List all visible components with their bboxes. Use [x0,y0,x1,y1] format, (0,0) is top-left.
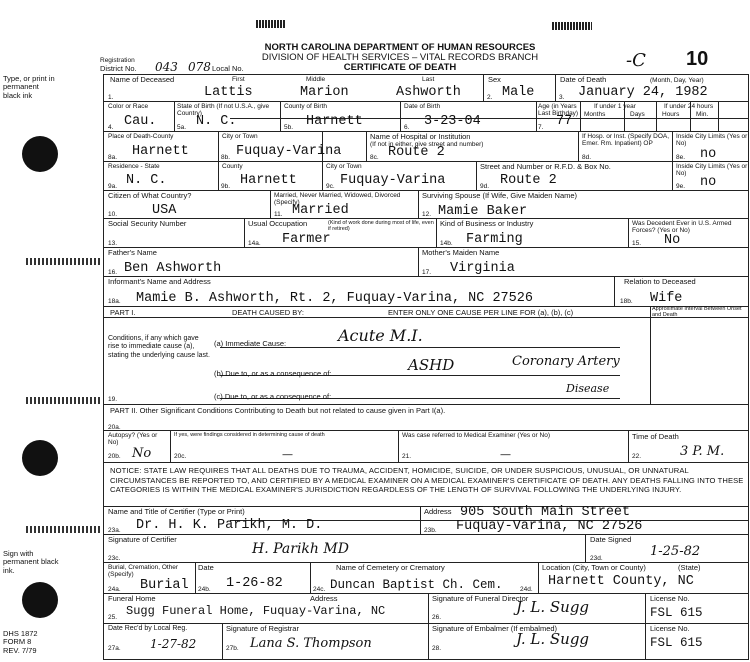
inside-city-death-label: Inside City Limits (Yes or No) [676,133,748,148]
field-num-17: 17. [422,269,432,276]
registrar-label: Signature of Registrar [226,624,299,633]
informant-value: Mamie B. Ashworth, Rt. 2, Fuquay-Varina, NC 27526 [136,291,533,306]
burial-date-label: Date [198,563,214,572]
business-label: Kind of Business or Industry [440,219,534,228]
burial-type-label: Burial, Cremation, Other (Specify) [108,564,179,579]
occupation-label: Usual Occupation [248,219,308,228]
findings-label: If yes, were findings considered in determining cause of death [174,432,325,438]
field-num-8a: 8a. [108,154,118,161]
sex-value: Male [502,85,535,100]
residence-state-label: Residence - State [108,163,160,170]
certifier-signature: H. Parikh MD [252,541,349,557]
hours-label: Hours [662,111,680,118]
name-label: Name of Deceased [110,75,175,84]
age-label: Age (in Years Last Birthday) [538,103,579,118]
field-num-7: 7. [538,124,544,131]
funeral-addr-label: Address [310,594,338,603]
months-label: Months [584,111,606,118]
burial-date-num: 24b. [198,586,211,593]
father-label: Father's Name [108,248,157,257]
middle-name-value: Marion [300,85,349,100]
middle-label: Middle [306,76,326,83]
certifier-addr-num: 23b. [424,527,437,534]
burial-state-label: (State) [678,563,701,572]
under-24-label: If under 24 hours [664,103,714,110]
field-num-2: 2. [487,94,493,101]
agency-title: NORTH CAROLINA DEPARTMENT OF HUMAN RESOURCES [264,42,536,53]
death-date-label: Date of Death [560,75,607,84]
field-num-8d: 8d. [582,154,592,161]
field-num-8c: 8c. [370,154,379,161]
residence-state-value: N. C. [126,173,167,188]
field-num-18b: 18b. [620,298,633,305]
inside-city-res-value: no [700,175,717,190]
armed-forces-value: No [664,233,681,248]
days-label: Days [630,111,645,118]
cause-b-label: (b) Due to, or as a consequence of: [214,369,332,378]
spouse-value: Mamie Baker [438,204,528,219]
hospital-sub: (If not in either, give street and number) [370,141,484,148]
cause-b-value3: Disease [566,382,610,395]
certifier-date-label: Date Signed [590,535,632,544]
cause-a-label: (a) Immediate Cause: [214,339,287,348]
field-num-5b: 5b. [284,124,294,131]
ssn-label: Social Security Number [108,219,187,228]
autopsy-label: Autopsy? (Yes or No) [108,432,158,447]
rec-date-label: Date Rec'd by Local Reg. [108,625,188,632]
birth-state-label: State of Birth (If not U.S.A., give Country) [177,103,270,118]
certifier-name-label: Name and Title of Certifier (Type or Print) [108,507,245,516]
residence-city-value: Fuquay-Varina [340,173,446,188]
part1-label: PART I. [110,308,136,317]
hosp-status-label: If Hosp. or Inst. (Specify DOA, Emer. Rm. Inpatient) OP [582,133,670,148]
certifier-date-value: 1-25-82 [650,544,701,559]
field-num-1: 1. [108,94,114,101]
cause-b-value1: ASHD [408,356,455,374]
enter-one-label: ENTER ONLY ONE CAUSE PER LINE FOR (a), (b), (c) [388,308,574,317]
license-value-1: FSL 615 [650,606,703,620]
me-label: Was case referred to Medical Examiner (Yes or No) [402,432,550,439]
caused-by-label: DEATH CAUSED BY: [232,308,304,317]
mother-value: Virginia [450,261,515,276]
residence-county-label: County [222,163,243,170]
field-num-9c: 9c. [326,183,335,190]
cemetery-num: 24c. [313,586,326,593]
field-num-6: 6. [404,124,410,131]
cause-a-value: Acute M.I. [338,326,423,345]
certifier-sig-num: 23c. [108,555,121,562]
license-value-2: FSL 615 [650,636,703,650]
birth-date-label: Date of Birth [404,103,441,110]
hospital-value: Route 2 [388,145,445,160]
field-num-12: 12. [422,211,432,218]
field-num-8e: 8e. [676,154,686,161]
first-label: First [232,76,245,83]
punch-hole-middle [22,440,58,476]
ink-instructions: Type, or print in permanent black ink [3,74,55,100]
findings-value: — [282,448,293,461]
burial-type-value: Burial [140,578,189,593]
rec-date-num: 27a. [108,645,121,652]
field-num-9a: 9a. [108,183,118,190]
certifier-addr-line1: 905 South Main Street [460,505,631,520]
race-label: Color or Race [108,103,149,110]
num-19: 19. [108,396,118,403]
relation-value: Wife [650,291,683,306]
certifier-name-num: 23a. [108,527,121,534]
death-county-label: Place of Death-County [108,133,174,140]
burial-date-value: 1-26-82 [226,576,283,591]
autopsy-value: No [132,446,152,461]
cause-b-value2: Coronary Artery [512,354,620,369]
certificate-number: 10 [686,48,709,70]
armed-forces-label: Was Decedent Ever in U.S. Armed Forces? (Yes or No) [632,220,732,235]
punch-hole-top [22,136,58,172]
residence-street-value: Route 2 [500,173,557,188]
field-num-11: 11. [274,211,283,218]
age-value: 77 [556,114,573,129]
burial-location-num: 24d. [520,586,533,593]
funeral-home-value: Sugg Funeral Home, Fuquay-Varina, NC [126,604,386,618]
autopsy-num: 20b. [108,453,121,460]
funeral-home-label: Funeral Home [108,594,156,603]
informant-label: Informant's Name and Address [108,277,211,286]
birth-county-value: Harnett [306,114,363,129]
embalmer-num: 28. [432,645,442,652]
field-num-5a: 5a. [177,124,187,131]
certifier-date-num: 23d. [590,555,603,562]
me-num: 21. [402,453,412,460]
field-num-9d: 9d. [480,183,490,190]
margin-tab-3 [26,526,100,533]
num-20a: 20a. [108,424,121,431]
local-value: 078 [188,60,211,74]
time-label: Time of Death [632,432,679,441]
mother-label: Mother's Maiden Name [422,248,500,257]
director-label: Signature of Funeral Director [432,594,529,603]
embalmer-signature: J. L. Sugg [516,630,590,648]
birth-county-label: County of Birth [284,103,327,110]
birth-date-value: 3-23-04 [424,114,481,129]
form-id: DHS 1872 FORM 8 REV. 7/79 [3,629,38,655]
field-num-13: 13. [108,240,118,247]
registration-label: Registration [100,57,135,64]
under-1-label: If under 1 year [594,103,636,110]
certifier-name-value: Dr. H. K. Parikh, M. D. [136,518,323,533]
field-num-3: 3. [559,94,565,101]
field-num-4: 4. [108,124,114,131]
field-num-14a: 14a. [248,240,261,247]
rec-date-value: 1-27-82 [150,637,197,651]
marital-value: Married [292,203,349,218]
findings-num: 20c. [174,453,187,460]
sex-label: Sex [488,75,501,84]
citizen-value: USA [152,203,177,218]
last-label: Last [422,76,435,83]
death-date-sub: (Month, Day, Year) [650,77,704,84]
field-num-14b: 14b. [440,240,453,247]
occupation-sub: (Kind of work done during most of life, even if retired) [328,220,434,233]
local-label: Local No. [212,64,244,73]
me-value: — [500,448,511,461]
cert-mark: -C [626,50,646,71]
license-label-2: License No. [650,624,690,633]
last-name-value: Ashworth [396,85,461,100]
director-signature: J. L. Sugg [516,598,590,616]
cause-c-label: (c) Due to, or as a consequence of: [214,392,332,401]
field-num-16: 16. [108,269,118,276]
director-num: 26. [432,614,442,621]
time-value: 3 P. M. [680,444,725,459]
field-num-10: 10. [108,211,118,218]
relation-label: Relation to Deceased [624,277,696,286]
top-scan-fragment [256,20,286,28]
part2-label: PART II. Other Significant Conditions Contributing to Death but not related to cause given in Part I(a). [110,406,446,415]
margin-tab-2 [26,397,100,404]
burial-type-num: 24a. [108,586,121,593]
field-num-15: 15. [632,240,642,247]
burial-location-value: Harnett County, NC [548,574,694,589]
division-title: DIVISION OF HEALTH SERVICES – VITAL RECORDS BRANCH [261,52,539,63]
field-num-9e: 9e. [676,183,686,190]
cemetery-label: Name of Cemetery or Crematory [336,563,445,572]
district-value: 043 [155,60,178,74]
death-county-value: Harnett [132,144,189,159]
certifier-addr-label: Address [424,507,452,516]
business-value: Farming [466,232,523,247]
min-label: Min. [696,111,709,118]
residence-city-label: City or Town [326,163,362,170]
registrar-num: 27b. [226,645,239,652]
field-num-18a: 18a. [108,298,121,305]
license-label-1: License No. [650,594,690,603]
marital-label: Married, Never Married, Widowed, Divorced (Specify) [274,192,401,207]
time-num: 22. [632,453,642,460]
death-city-label: City or Town [222,133,258,140]
occupation-value: Farmer [282,232,331,247]
embalmer-label: Signature of Embalmer (If embalmed) [432,624,558,633]
punch-hole-bottom [22,582,58,618]
certificate-title: CERTIFICATE OF DEATH [343,62,457,73]
death-city-value: Fuquay-Varina [236,144,342,159]
notice-text: NOTICE: STATE LAW REQUIRES THAT ALL DEATHS DUE TO TRAUMA, ACCIDENT, HOMICIDE, SUICIDE, OR UNDER SUSPICIOUS, UNUSUAL, OR UNNATURAL CIRCUMSTANCES BE REPORTED TO, AND CERTIFIED BY A MEDICAL EXAMINER ON A MEDICAL EXAMINER'S CERTIFICATE OF DEATH. ANY DEATHS FALLING INTO THESE CATEGORIES IS WITHIN THE MEDICAL EXAMINER'S JURISDICTION REGARDLESS OF THE LENGTH OF SURVIVAL FOLLOWING THE UNDERLYING INJURY. [110,466,744,494]
race-value: Cau. [124,114,157,129]
field-num-9b: 9b. [221,183,231,190]
birth-state-value: N. C. [196,114,237,129]
inside-city-death-value: no [700,147,717,162]
top-scan-fragment-right [552,22,592,30]
district-label: District No. [100,64,137,73]
hospital-label: Name of Hospital or Institution [370,132,471,141]
spouse-label: Surviving Spouse (If Wife, Give Maiden Name) [422,191,578,200]
cemetery-value: Duncan Baptist Ch. Cem. [330,578,503,592]
funeral-home-num: 25. [108,614,118,621]
inside-city-res-label: Inside City Limits (Yes or No) [676,163,748,178]
registrar-signature: Lana S. Thompson [250,636,372,651]
burial-location-label: Location (City, Town or County) [542,563,646,572]
interval-label: Approximate Interval Between Onset and Death [652,306,742,319]
certifier-addr-line2: Fuquay-Varina, NC 27526 [456,519,643,534]
death-date-value: January 24, 1982 [578,85,708,100]
residence-county-value: Harnett [240,173,297,188]
citizen-label: Citizen of What Country? [108,191,192,200]
conditions-text: Conditions, if any which gave rise to immediate cause (a), stating the underlying cause last. [108,335,210,359]
signature-note: Sign with permanent black ink. [3,549,59,575]
father-value: Ben Ashworth [124,261,222,276]
margin-tab-1 [26,258,100,265]
certifier-sig-label: Signature of Certifier [108,535,177,544]
residence-street-label: Street and Number or R.F.D. & Box No. [480,162,611,171]
first-name-value: Lattis [204,85,253,100]
field-num-8b: 8b. [221,154,231,161]
